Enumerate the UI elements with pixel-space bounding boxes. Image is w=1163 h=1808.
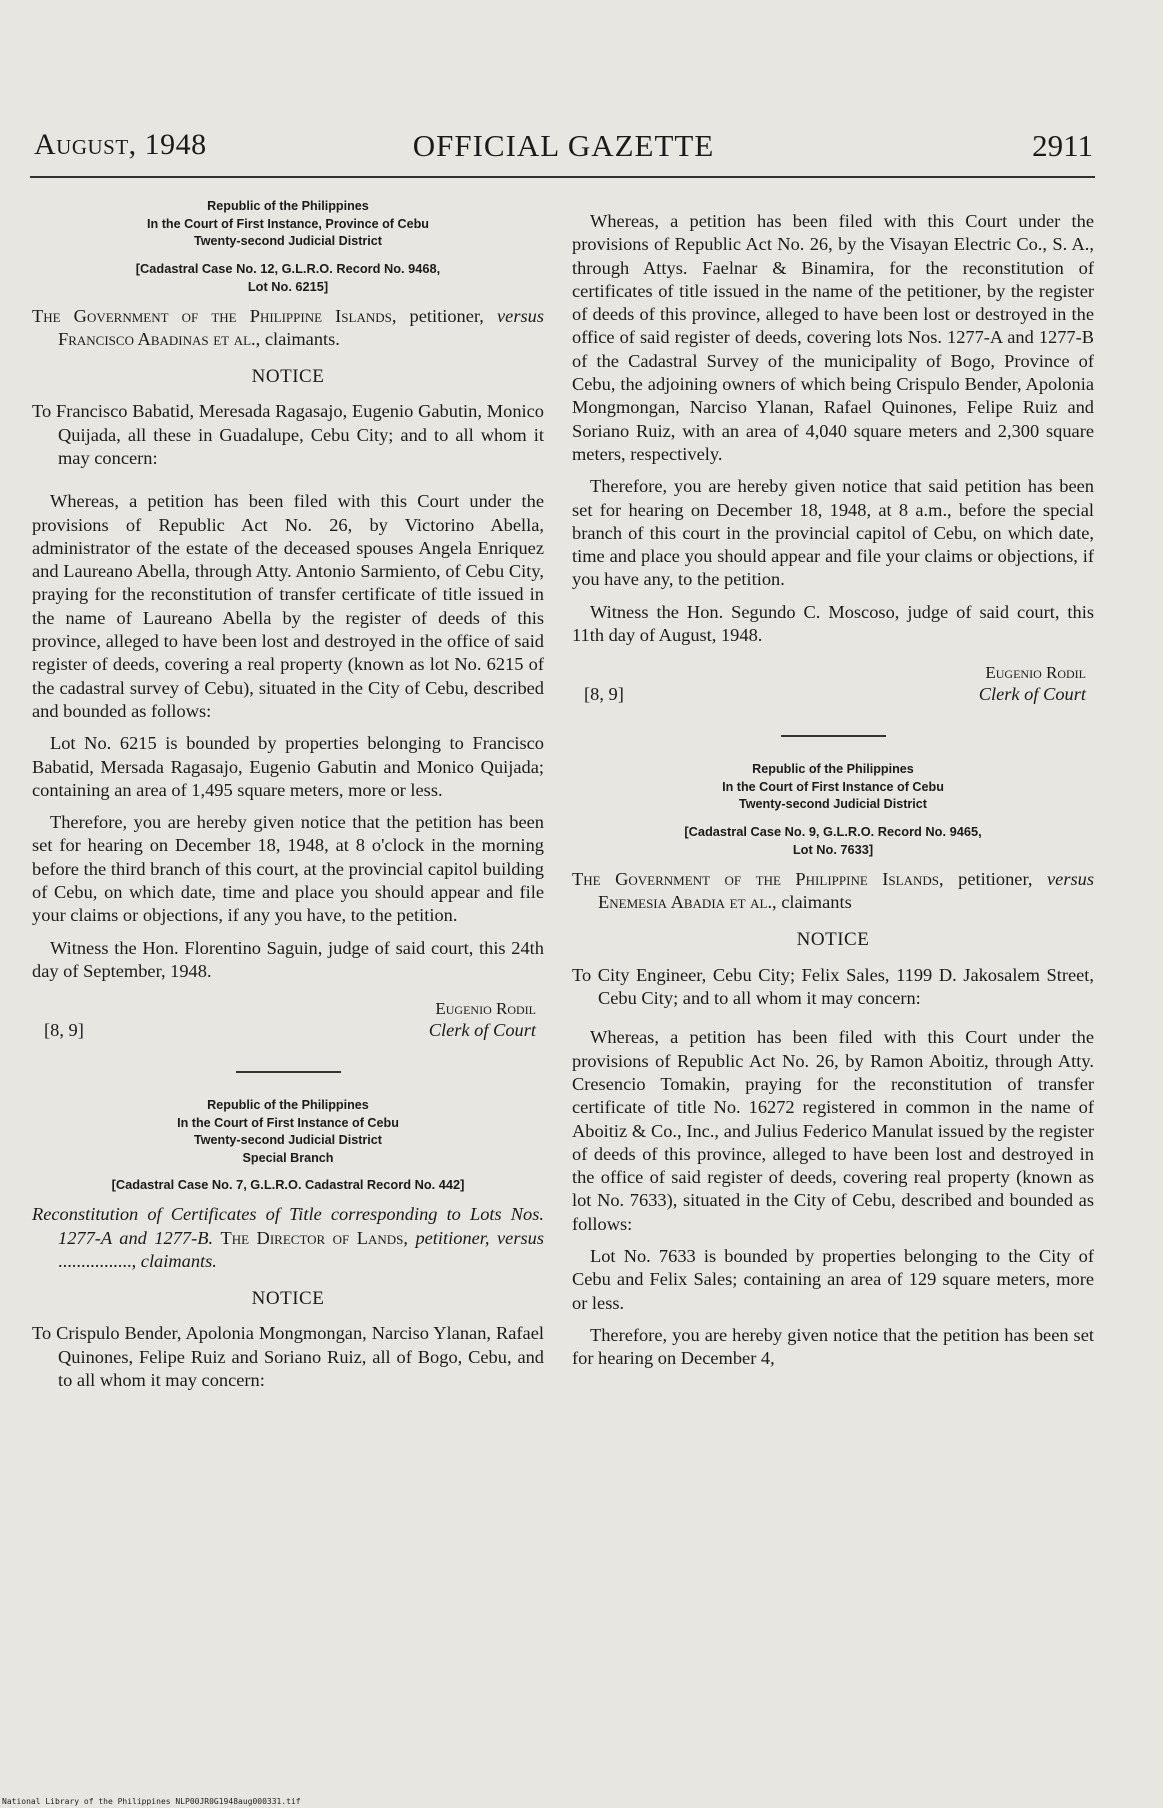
signer-name: Eugenio Rodil (435, 999, 536, 1019)
right-column (572, 198, 1094, 1370)
page-number: 2911 (1032, 128, 1093, 163)
issue-reference: [8, 9] (584, 684, 624, 705)
court-caption: Republic of the Philippines In the Court of First Instance, Province of Cebu Twenty-second Judicial District (147, 199, 429, 248)
case-reference: [Cadastral Case No. 7, G.L.R.O. Cadastral Record No. 442] (111, 1177, 465, 1193)
left-column (32, 198, 544, 1392)
notice-heading: NOTICE (251, 366, 325, 388)
signer-name: Eugenio Rodil (985, 663, 1086, 683)
notice-paragraph: Lot No. 6215 is bounded by properties belonging to Francisco Babatid, Mersada Ragasajo, Eugenio Gabutin and Monico Quijada; containing an area of 1,495 square meters, more or less. (32, 733, 544, 800)
notice-paragraph: Lot No. 7633 is bounded by properties belonging to the City of Cebu and Felix Sales; containing an area of 129 square meters, more or less. (572, 1246, 1094, 1313)
case-reference: [Cadastral Case No. 12, G.L.R.O. Record No. 9468, Lot No. 6215] (135, 260, 441, 294)
court-caption: Republic of the Philippines In the Court of First Instance of Cebu Twenty-second Judicial District Special Branch (177, 1098, 399, 1165)
signer-title: Clerk of Court (428, 1020, 536, 1041)
signature-block (572, 661, 1094, 709)
notice-addressee: To Crispulo Bender, Apolonia Mongmongan, Narciso Ylanan, Rafael Quinones, Felipe Ruiz and Soriano Ruiz, all of Bogo, Cebu, and to all whom it may concern: (32, 1323, 544, 1390)
notice-paragraph: Whereas, a petition has been filed with this Court under the provisions of Republic Act No. 26, by Victorino Abella, administrator of the estate of the deceased spouses Angela Enriquez and Laureano Abella, through Atty. Antonio Sarmiento, of Cebu City, praying for the reconstitution of transfer certificate of title issued in the name of Laureano Abella by the register of deeds of this province, alleged to have been lost and destroyed in the office of said register of deeds, covering a real property (known as lot No. 6215 of the cadastral survey of Cebu), situated in the City of Cebu, described and bounded as follows: (32, 491, 544, 721)
notice-paragraph: Therefore, you are hereby given notice that said petition has been set for hearing on December 18, 1948, at 8 a.m., before the special branch of this court in the provincial capitol of Cebu, on which date, time and place you should appear and file your claims or objections, if you have any, to the petition. (572, 476, 1094, 590)
notice-separator (236, 1071, 341, 1073)
court-caption: Republic of the Philippines In the Court of First Instance of Cebu Twenty-second Judicial District (722, 762, 944, 812)
notice-heading: NOTICE (796, 929, 870, 951)
issue-date: August, 1948 (34, 128, 207, 161)
signature-block (32, 997, 544, 1045)
notice-paragraph: Therefore, you are hereby given notice that the petition has been set for hearing on December 4, (572, 1324, 1094, 1369)
case-reference: [Cadastral Case No. 9, G.L.R.O. Record No. 9465, Lot No. 7633] (684, 823, 982, 857)
notice-paragraph: Whereas, a petition has been filed with this Court under the provisions of Republic Act No. 26, by the Visayan Electric Co., S. A., through Attys. Faelnar & Binamira, for the reconstitution of certificates of title issued in the name of the petitioner, by the register of deeds of this province, alleged to have been lost or destroyed in the office of said register of deeds, covering lots Nos. 1277-A and 1277-B of the Cadastral Survey of the municipality of Bogo, Province of Cebu, the adjoining owners of which being Crispulo Bender, Apolonia Mongmongan, Narciso Ylanan, Rafael Quinones, Felipe Ruiz and Soriano Ruiz, with an area of 4,040 square meters and 2,300 square meters, respectively. (572, 211, 1094, 464)
signer-title: Clerk of Court (978, 684, 1086, 705)
page-header (34, 128, 1093, 172)
header-rule (30, 176, 1095, 178)
notice-paragraph: Witness the Hon. Segundo C. Moscoso, judge of said court, this 11th day of August, 1948. (572, 601, 1094, 646)
notice-heading: NOTICE (251, 1288, 325, 1310)
case-parties: The Government of the Philippine Islands, petitioner, versus Francisco Abadinas et al., claimants. (32, 305, 544, 349)
notice-paragraph: Therefore, you are hereby given notice that the petition has been set for hearing on December 18, 1948, at 8 o'clock in the morning before the third branch of this court, at the provincial capitol building of Cebu, on which date, time and place you should appear and file your claims or objections, if any you have, to the petition. (32, 812, 544, 926)
case-parties: Reconstitution of Certificates of Title corresponding to Lots Nos. 1277-A and 1277-B. The Director of Lands, petitioner, versus ................, claimants. (32, 1204, 544, 1271)
notice-addressee: To Francisco Babatid, Meresada Ragasajo, Eugenio Gabutin, Monico Quijada, all these in Guadalupe, Cebu City; and to all whom it may concern: (32, 401, 544, 468)
notice-paragraph: Witness the Hon. Florentino Saguin, judge of said court, this 24th day of September, 1948. (32, 937, 544, 981)
issue-reference: [8, 9] (44, 1020, 84, 1041)
notice-separator (781, 735, 886, 737)
notice-paragraph: Whereas, a petition has been filed with this Court under the provisions of Republic Act No. 26, by Ramon Aboitiz, through Atty. Cresencio Tomakin, praying for the reconstitution of transfer certificate of title No. 16272 registered in common in the name of Aboitiz & Co., Inc., and Julius Federico Manulat issued by the register of deeds of this province, alleged to have been lost and destroyed in the office of said register of deeds, covering real property (known as lot No. 7633), situated in the City of Cebu, described and bounded as follows: (572, 1027, 1094, 1234)
case-parties: The Government of the Philippine Islands, petitioner, versus Enemesia Abadia et al., claimants (572, 868, 1094, 913)
publication-title: OFFICIAL GAZETTE (412, 128, 715, 163)
scan-footer: National Library of the Philippines NLP00JR0G1948aug000331.tif (2, 1797, 301, 1806)
notice-addressee: To City Engineer, Cebu City; Felix Sales, 1199 D. Jakosalem Street, Cebu City; and to all whom it may concern: (572, 964, 1094, 1009)
